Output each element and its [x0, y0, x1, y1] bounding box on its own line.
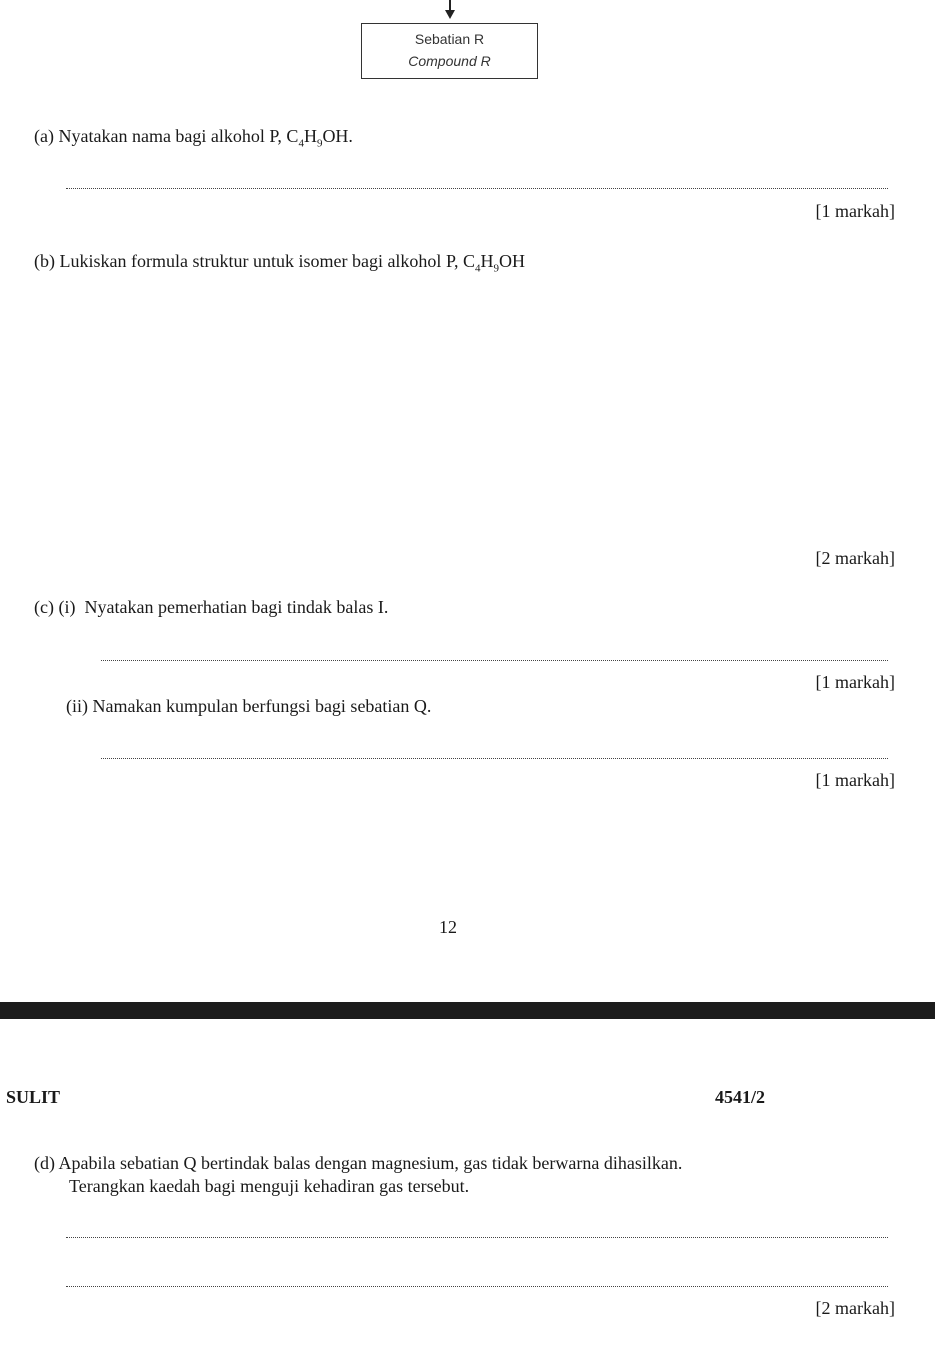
question-b [34, 251, 525, 275]
flow-arrow-head-icon [445, 10, 455, 19]
formula-sub-9: 9 [316, 137, 323, 150]
question-a-label: (a) [34, 126, 54, 146]
question-c-ii-text: Namakan kumpulan berfungsi bagi sebatian Q. [92, 696, 432, 716]
drawing-area-b[interactable] [66, 285, 886, 530]
header-paper-code: 4541/2 [715, 1087, 766, 1107]
marks-c-i: [1 markah] [815, 672, 895, 692]
formula-end: OH. [322, 126, 353, 146]
compound-box-line2: Compound R [408, 53, 491, 69]
answer-line-c-i[interactable] [101, 660, 888, 661]
question-d-label: (d) [34, 1153, 55, 1173]
compound-r-box [361, 23, 538, 79]
question-c-ii-label: (ii) [66, 696, 88, 716]
formula-h: H [303, 126, 317, 146]
question-b-label: (b) [34, 251, 55, 271]
answer-line-c-ii[interactable] [101, 758, 888, 759]
marks-d: [2 markah] [815, 1298, 895, 1318]
question-c-label: (c) [34, 597, 54, 617]
question-c-i-text: Nyatakan pemerhatian bagi tindak balas I. [84, 597, 389, 617]
question-b-text: Lukiskan formula struktur untuk isomer bagi alkohol P, C [59, 251, 475, 271]
formula-end: OH [498, 251, 525, 271]
answer-line-d-1[interactable] [66, 1237, 888, 1238]
question-c-i-label: (i) [58, 597, 76, 617]
page-divider [0, 1002, 935, 1019]
answer-line-d-2[interactable] [66, 1286, 888, 1287]
question-a [34, 126, 353, 150]
question-c-ii [66, 696, 431, 717]
question-d-line1 [34, 1153, 682, 1174]
marks-c-ii: [1 markah] [815, 770, 895, 790]
question-d-line2: Terangkan kaedah bagi menguji kehadiran gas tersebut. [69, 1176, 470, 1196]
compound-box-line1: Sebatian R [414, 31, 485, 47]
formula-sub-4: 4 [298, 137, 304, 150]
question-c-i [34, 597, 388, 618]
formula-h: H [480, 251, 494, 271]
marks-b: [2 markah] [815, 548, 895, 568]
page-number: 12 [439, 917, 457, 937]
formula-sub-9: 9 [493, 262, 499, 275]
marks-a: [1 markah] [815, 201, 895, 221]
header-sulit: SULIT [6, 1087, 61, 1107]
question-a-text: Nyatakan nama bagi alkohol P, C [58, 126, 299, 146]
answer-line-a[interactable] [66, 188, 888, 189]
question-d-text1: Apabila sebatian Q bertindak balas dengan magnesium, gas tidak berwarna dihasilkan. [58, 1153, 683, 1173]
formula-sub-4: 4 [474, 262, 481, 275]
